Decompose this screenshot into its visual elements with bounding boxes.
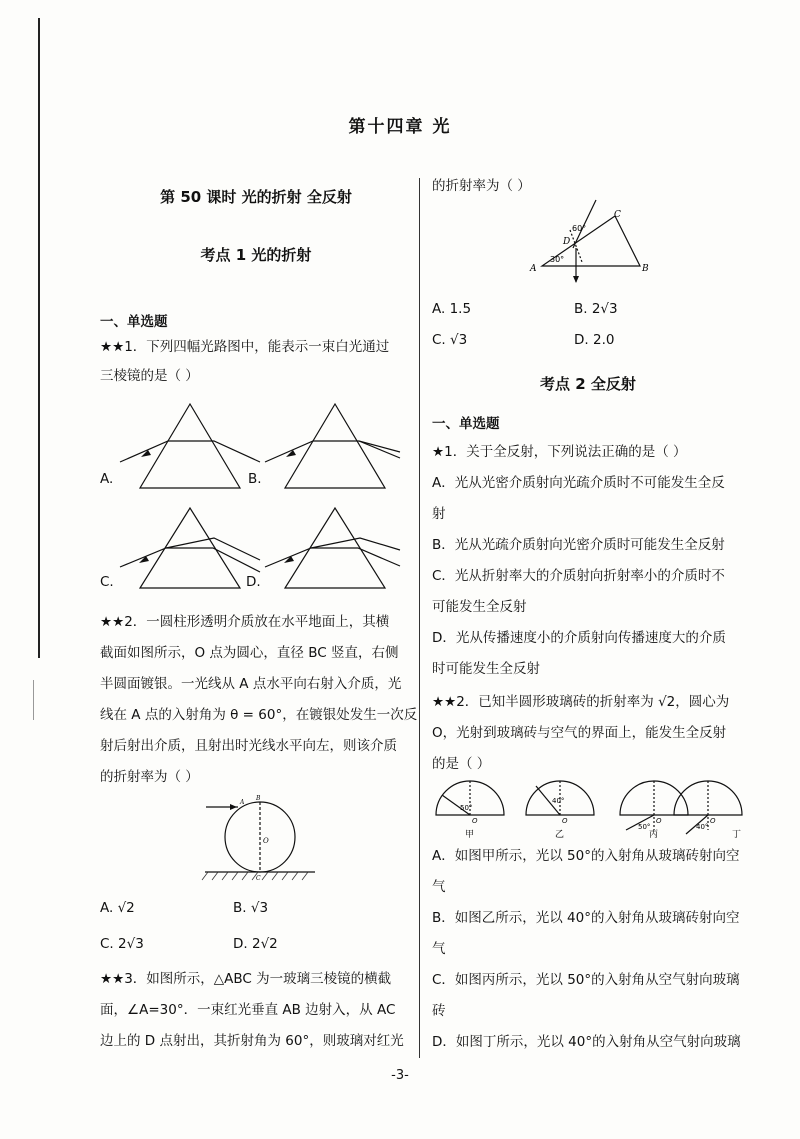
section-heading-right: 一、单选题 <box>432 416 500 432</box>
q1-option-line: B．光从光疏介质射向光密介质时可能发生全反射 <box>432 537 725 553</box>
q2-line: 半圆面镀银。一光线从 A 点水平向右射入介质，光 <box>100 676 402 692</box>
fig-label-bing: 丙 <box>649 830 659 840</box>
q1-line: ★1．关于全反射，下列说法正确的是（ ） <box>432 444 687 460</box>
q3-line: 边上的 D 点射出，其折射角为 60°，则玻璃对红光 <box>100 1033 404 1049</box>
q1-option-line: 时可能发生全反射 <box>432 661 540 677</box>
q2-line: ★★2．一圆柱形透明介质放在水平地面上，其横 <box>100 614 390 630</box>
label-c: C <box>256 875 261 882</box>
semicircle-figures <box>432 0 744 900</box>
binding-mark <box>33 680 34 720</box>
q3-option-b: B. 2√3 <box>574 301 618 317</box>
label-d: D <box>563 237 571 247</box>
q2-line: 射后射出介质，且射出时光线水平向左，则该介质 <box>100 738 397 754</box>
q2-line: 线在 A 点的入射角为 θ = 60°，在镀银处发生一次反 <box>100 707 418 723</box>
q2-option-b: B. √3 <box>233 900 269 916</box>
q2-option-line: B．如图乙所示，光以 40°的入射角从玻璃砖射向空 <box>432 910 740 926</box>
section-heading-left: 一、单选题 <box>100 314 168 330</box>
q2-line: O，光射到玻璃砖与空气的界面上，能发生全反射 <box>432 725 727 741</box>
option-label: D. <box>246 574 261 590</box>
label-a: A <box>240 799 245 806</box>
q2-option-c: C. 2√3 <box>100 936 144 952</box>
q3-line-continued: 的折射率为（ ） <box>432 178 531 194</box>
q1-line: 三棱镜的是（ ） <box>100 368 199 384</box>
q2-option-a: A. √2 <box>100 900 135 916</box>
q1-line: ★★1．下列四幅光路图中，能表示一束白光通过 <box>100 339 390 355</box>
label-o: O <box>562 817 568 825</box>
q3-line: 面，∠A=30°．一束红光垂直 AB 边射入，从 AC <box>100 1002 396 1018</box>
chapter-title: 第十四章 光 <box>348 117 452 137</box>
cylinder-figure <box>100 0 412 900</box>
q3-option-d: D. 2.0 <box>574 332 615 348</box>
label-o: O <box>710 817 716 825</box>
q1-option-line: 射 <box>432 506 446 522</box>
fig-label-jia: 甲 <box>465 830 475 840</box>
q1-option-line: C．光从折射率大的介质射向折射率小的介质时不 <box>432 568 725 584</box>
q2-option-line: A．如图甲所示，光以 50°的入射角从玻璃砖射向空 <box>432 848 740 864</box>
angle-label: 50° <box>460 804 473 812</box>
option-label: C. <box>100 574 114 590</box>
label-b: B <box>642 264 649 274</box>
option-label: B. <box>248 471 262 487</box>
q2-option-line: D．如图丁所示，光以 40°的入射角从空气射向玻璃 <box>432 1034 741 1050</box>
fig-label-yi: 乙 <box>555 830 565 840</box>
q2-option-line: 气 <box>432 941 446 957</box>
q1-option-line: D．光从传播速度小的介质射向传播速度大的介质 <box>432 630 726 646</box>
label-c: C <box>614 210 621 220</box>
column-divider <box>419 178 420 1058</box>
q2-line: 的是（ ） <box>432 756 491 772</box>
kaodian-2-title: 考点 2 全反射 <box>540 375 636 393</box>
angle-60: 60° <box>572 224 587 233</box>
q3-option-a: A. 1.5 <box>432 301 472 317</box>
q2-option-d: D. 2√2 <box>233 936 278 952</box>
lesson-title: 第 50 课时 光的折射 全反射 <box>160 188 352 206</box>
label-a: A <box>530 264 537 274</box>
angle-label: 40° <box>696 823 709 831</box>
q2-line: ★★2．已知半圆形玻璃砖的折射率为 √2，圆心为 <box>432 694 730 710</box>
kaodian-1-title: 考点 1 光的折射 <box>200 246 312 264</box>
label-b: B <box>256 795 261 802</box>
angle-30: 30° <box>550 255 565 264</box>
q1-option-line: A．光从光密介质射向光疏介质时不可能发生全反 <box>432 475 725 491</box>
q2-line: 截面如图所示，O 点为圆心，直径 BC 竖直，右侧 <box>100 645 399 661</box>
q2-line: 的折射率为（ ） <box>100 769 199 785</box>
q3-line: ★★3．如图所示，△ABC 为一玻璃三棱镜的横截 <box>100 971 392 987</box>
page-number: -3- <box>391 1068 409 1083</box>
option-label: A. <box>100 471 114 487</box>
label-o: O <box>263 837 269 845</box>
q1-option-line: 可能发生全反射 <box>432 599 527 615</box>
angle-label: 40° <box>552 797 565 805</box>
label-o: O <box>472 817 478 825</box>
label-o: O <box>656 817 662 825</box>
q3-option-c: C. √3 <box>432 332 468 348</box>
q2-option-line: 砖 <box>432 1003 446 1019</box>
q2-option-line: 气 <box>432 879 446 895</box>
angle-label: 50° <box>638 823 651 831</box>
q2-option-line: C．如图丙所示，光以 50°的入射角从空气射向玻璃 <box>432 972 740 988</box>
fig-label-ding: 丁 <box>732 830 742 840</box>
